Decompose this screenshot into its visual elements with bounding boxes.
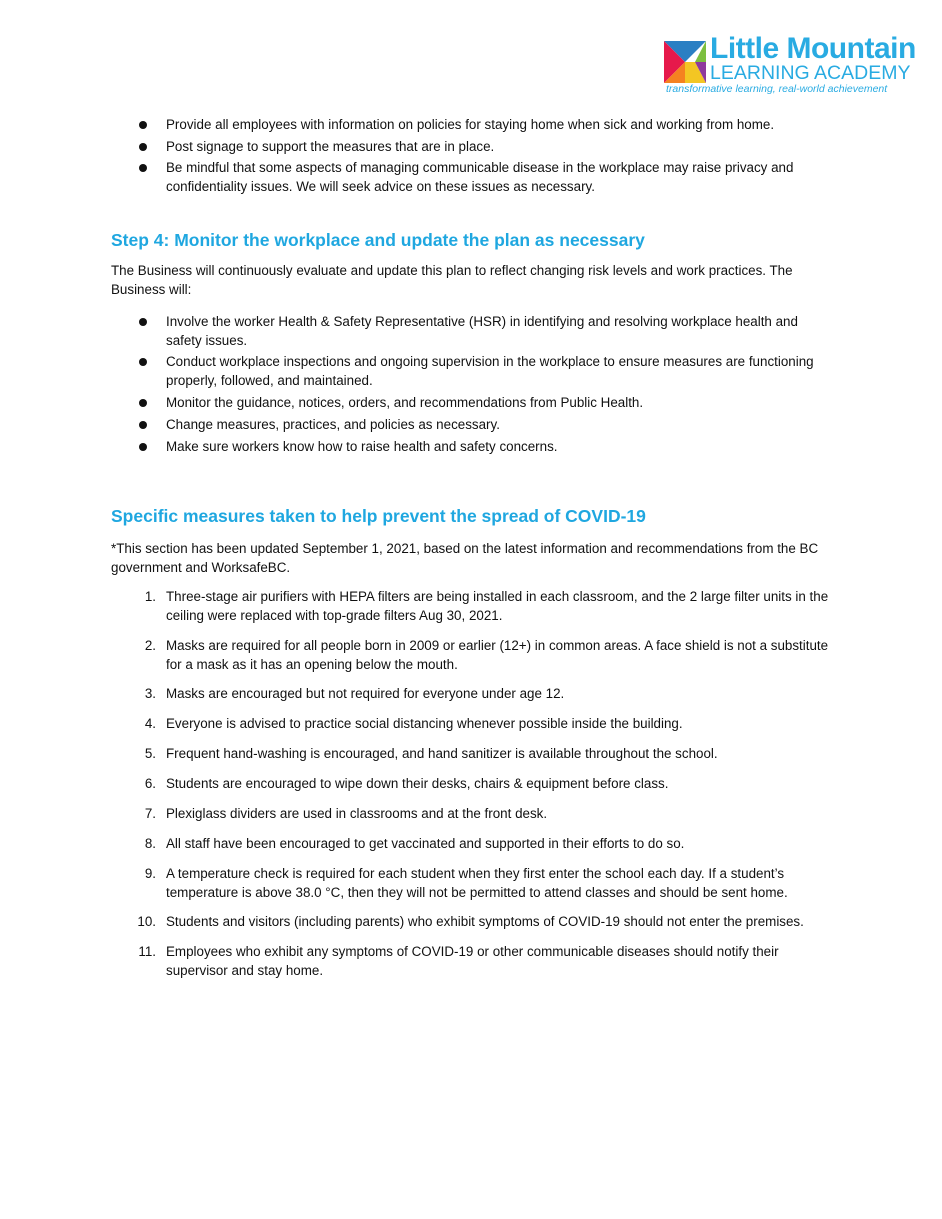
list-item: Be mindful that some aspects of managing communicable disease in the workplace may raise privacy and confidentiality issues. We will seek advice on these issues as necessary. <box>166 158 836 196</box>
item-text: Three-stage air purifiers with HEPA filters are being installed in each classroom, and the 2 large filter units in the ceiling were replaced with top-grade filters Aug 30, 2021. <box>166 589 829 623</box>
item-number: 9. <box>144 866 156 881</box>
item-text: Everyone is advised to practice social distancing whenever possible inside the building. <box>166 716 683 731</box>
item-number: 10. <box>137 914 156 929</box>
numbered-item <box>144 774 836 793</box>
item-number: 11. <box>138 944 156 959</box>
numbered-item <box>144 864 836 902</box>
item-text: Masks are encouraged but not required for everyone under age 12. <box>166 686 565 701</box>
item-text: A temperature check is required for each student when they first enter the school each day. If a student’s temperature is above 38.0 °C, then they will not be permitted to attend classes and should be sent home. <box>166 866 788 900</box>
section-heading: Specific measures taken to help prevent the spread of COVID-19 <box>111 506 646 526</box>
section-heading: Step 4: Monitor the workplace and update the plan as necessary <box>111 230 645 250</box>
tangram-logo-icon <box>664 41 706 83</box>
numbered-item <box>138 942 836 980</box>
numbered-item <box>144 684 836 703</box>
item-number: 5. <box>144 746 156 761</box>
numbered-item <box>144 714 836 733</box>
numbered-item <box>144 587 836 625</box>
numbered-item <box>144 834 836 853</box>
paragraph: The Business will continuously evaluate and update this plan to reflect changing risk levels and work practices. The Business will: <box>111 263 793 297</box>
item-text: Masks are required for all people born in 2009 or earlier (12+) in common areas. A face shield is not a substitute for a mask as it has an opening below the mouth. <box>166 638 829 672</box>
item-number: 2. <box>144 638 156 653</box>
list-item: Conduct workplace inspections and ongoing supervision in the workplace to ensure measures are functioning properly, followed, and maintained. <box>166 352 836 390</box>
item-text: Plexiglass dividers are used in classrooms and at the front desk. <box>166 806 548 821</box>
item-number: 3. <box>144 686 156 701</box>
logo-tagline: transformative learning, real-world achievement <box>666 83 888 95</box>
logo-subtitle: LEARNING ACADEMY <box>710 62 911 84</box>
numbered-item <box>144 636 836 674</box>
list-item: Make sure workers know how to raise health and safety concerns. <box>166 437 836 456</box>
numbered-item <box>137 912 836 931</box>
item-number: 8. <box>144 836 156 851</box>
numbered-item <box>144 744 836 763</box>
item-number: 7. <box>144 806 156 821</box>
logo-title: Little Mountain <box>710 32 916 65</box>
item-text: Frequent hand-washing is encouraged, and hand sanitizer is available throughout the school. <box>166 746 718 761</box>
list-item: Involve the worker Health & Safety Representative (HSR) in identifying and resolving workplace health and safety issues. <box>166 312 836 350</box>
paragraph: *This section has been updated September 1, 2021, based on the latest information and recommendations from the BC government and WorksafeBC. <box>111 541 819 575</box>
item-text: Students and visitors (including parents) who exhibit symptoms of COVID-19 should not enter the premises. <box>166 914 804 929</box>
item-number: 4. <box>144 716 156 731</box>
list-item: Post signage to support the measures that are in place. <box>166 137 836 156</box>
item-number: 1. <box>144 589 156 604</box>
list-item: Change measures, practices, and policies as necessary. <box>166 415 836 434</box>
item-number: 6. <box>144 776 156 791</box>
numbered-item <box>144 804 836 823</box>
item-text: Students are encouraged to wipe down their desks, chairs & equipment before class. <box>166 776 669 791</box>
school-logo <box>664 32 916 100</box>
list-item: Monitor the guidance, notices, orders, and recommendations from Public Health. <box>166 393 836 412</box>
list-item: Provide all employees with information on policies for staying home when sick and working from home. <box>166 115 836 134</box>
item-text: All staff have been encouraged to get vaccinated and supported in their efforts to do so. <box>166 836 685 851</box>
item-text: Employees who exhibit any symptoms of COVID-19 or other communicable diseases should notify their supervisor and stay home. <box>166 944 779 978</box>
